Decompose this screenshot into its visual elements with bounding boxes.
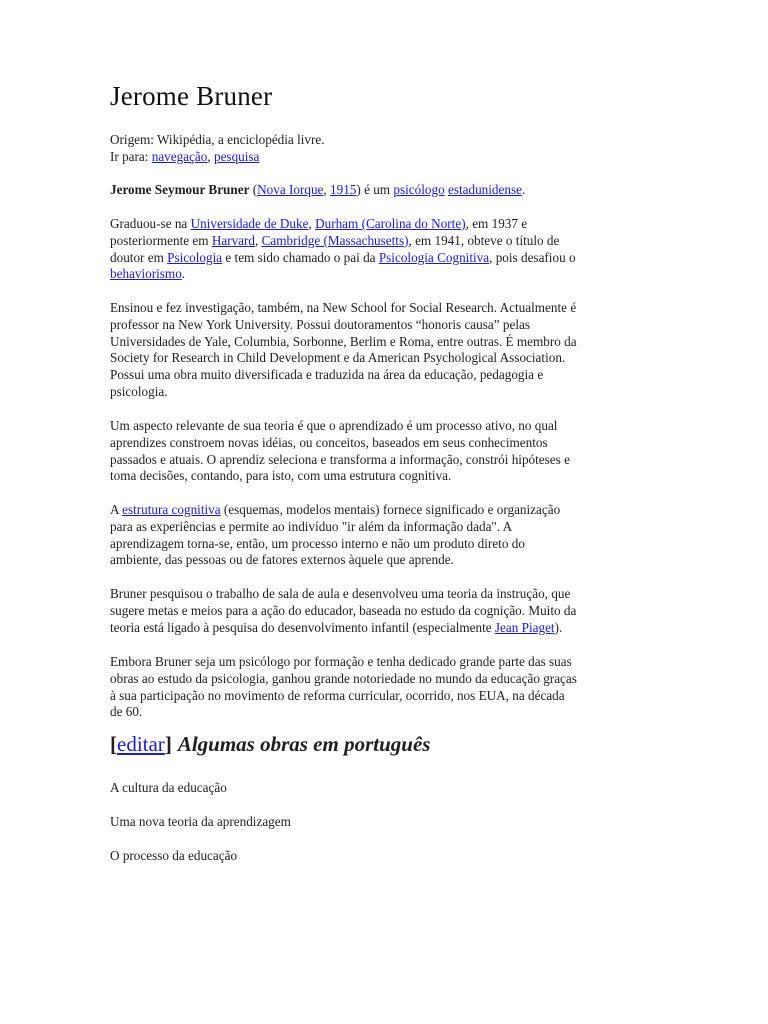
work-item: Uma nova teoria da aprendizagem bbox=[110, 814, 291, 829]
link-psicologia[interactable]: Psicologia bbox=[167, 249, 223, 265]
text-fragment: (esquemas, modelos mentais) fornece significado e organização bbox=[220, 502, 561, 517]
paragraph-line bbox=[110, 266, 660, 283]
page-title: Jerome Bruner bbox=[110, 81, 273, 111]
text-fragment: doutor em bbox=[110, 249, 168, 265]
paragraph-line bbox=[110, 250, 660, 267]
text-fragment: , em 1941, obteve o título de bbox=[408, 232, 560, 248]
paragraph-line: Society for Research in Child Development e da American Psychological Association. bbox=[110, 350, 566, 366]
close-bracket: ] bbox=[164, 732, 172, 756]
paragraph-line: passados e atuais. O aprendiz seleciona e transforma a informação, constrói hipóteses e bbox=[110, 451, 570, 467]
paragraph-line: Ensinou e fez investigação, também, na New School for Social Research. Actualmente é bbox=[110, 300, 577, 315]
paragraph-line: Embora Bruner seja um psicólogo por formação e tenha dedicado grande parte das suas bbox=[110, 654, 572, 669]
subject-name: Jerome Seymour Bruner bbox=[110, 182, 250, 197]
paragraph-line: Possui uma obra muito diversificada e traduzida na área da educação, pedagogia e bbox=[110, 367, 544, 383]
edit-section-link[interactable]: editar bbox=[117, 732, 165, 756]
instruction-paragraph bbox=[110, 586, 660, 636]
section-title: Algumas obras em português bbox=[177, 732, 431, 756]
origin-line: Origem: Wikipédia, a enciclopédia livre. bbox=[110, 132, 325, 147]
theory-paragraph bbox=[110, 418, 660, 485]
link-jean-piaget[interactable]: Jean Piaget bbox=[494, 619, 555, 635]
paragraph-line: Bruner pesquisou o trabalho de sala de aula e desenvolveu uma teoria da instrução, que bbox=[110, 586, 571, 601]
intro-line bbox=[110, 182, 660, 199]
text-fragment: Graduou-se na bbox=[110, 216, 191, 231]
link-estadunidense[interactable]: estadunidense bbox=[447, 182, 522, 197]
section-heading bbox=[110, 732, 431, 756]
link-durham[interactable]: Durham (Carolina do Norte) bbox=[315, 216, 466, 231]
paragraph-line: à sua participação no movimento de reforma curricular, ocorrido, nos EUA, na década bbox=[110, 687, 565, 703]
career-paragraph bbox=[110, 300, 660, 401]
paragraph-line: professor na New York University. Possui doutoramentos “honoris causa” pelas bbox=[110, 316, 530, 332]
text-fragment: teoria está ligado à pesquisa do desenvolvimento infantil (especialmente bbox=[110, 619, 495, 635]
text-fragment: , bbox=[323, 182, 330, 197]
link-psicologo[interactable]: psicólogo bbox=[393, 182, 445, 197]
paragraph-line: Um aspecto relevante de sua teoria é que o aprendizado é um processo ativo, no qual bbox=[110, 418, 558, 433]
paragraph-line bbox=[110, 216, 660, 233]
paragraph-line: aprendizes constroem novas idéias, ou conceitos, baseados em seus conhecimentos bbox=[110, 434, 548, 450]
link-harvard[interactable]: Harvard bbox=[211, 232, 256, 248]
text-fragment: ( bbox=[249, 182, 258, 197]
goto-line bbox=[110, 149, 325, 166]
paragraph-line: psicologia. bbox=[110, 383, 168, 399]
link-cambridge[interactable]: Cambridge (Massachusetts) bbox=[261, 232, 409, 248]
paragraph-line: para as experiências e permite ao indivíduo "ir além da informação dada". A bbox=[110, 518, 513, 534]
text-fragment: . bbox=[521, 182, 526, 197]
education-paragraph bbox=[110, 216, 660, 283]
goto-prefix: Ir para: bbox=[110, 148, 152, 164]
work-item: A cultura da educação bbox=[110, 780, 227, 795]
paragraph-line bbox=[110, 502, 660, 519]
paragraph-line bbox=[110, 233, 660, 250]
paragraph-line: Universidades de Yale, Columbia, Sorbonne, Berlim e Roma, entre outras. É membro da bbox=[110, 333, 577, 349]
education-impact-paragraph bbox=[110, 654, 660, 721]
paragraph-line: sugere metas e meios para a ação do educador, baseada no estudo da cognição. Muito da bbox=[110, 602, 577, 618]
text-fragment: ) é um bbox=[356, 182, 394, 197]
link-estrutura-cognitiva[interactable]: estrutura cognitiva bbox=[122, 502, 221, 517]
open-bracket: [ bbox=[110, 732, 117, 756]
navigation-link[interactable]: navegação bbox=[151, 148, 208, 164]
paragraph-line: aprendizagem torna-se, então, um processo interno e não um produto direto do bbox=[110, 535, 525, 551]
paragraph-line bbox=[110, 620, 660, 637]
search-link[interactable]: pesquisa bbox=[213, 148, 260, 164]
text-fragment: , em 1937 e bbox=[465, 216, 528, 231]
text-fragment: ). bbox=[554, 619, 563, 635]
text-fragment: e tem sido chamado o pai da bbox=[222, 249, 379, 265]
text-fragment: , pois desafiou o bbox=[489, 249, 576, 265]
link-universidade-de-duke[interactable]: Universidade de Duke bbox=[190, 216, 309, 231]
text-fragment: A bbox=[110, 502, 123, 517]
paragraph-line: toma decisões, contando, para isto, com uma estrutura cognitiva. bbox=[110, 468, 452, 484]
text-fragment: , bbox=[308, 216, 316, 231]
separator: , bbox=[207, 148, 214, 164]
article-meta bbox=[110, 132, 325, 166]
text-fragment: posteriormente em bbox=[110, 232, 212, 248]
text-fragment: , bbox=[255, 232, 262, 248]
paragraph-line: ambiente, das pessoas ou de fatores externos àquele que aprende. bbox=[110, 552, 454, 568]
paragraph-line: de 60. bbox=[110, 704, 143, 720]
work-item: O processo da educação bbox=[110, 848, 238, 863]
link-behaviorismo[interactable]: behaviorismo bbox=[110, 266, 182, 282]
link-1915[interactable]: 1915 bbox=[330, 182, 357, 197]
intro-paragraph bbox=[110, 182, 660, 199]
link-psicologia-cognitiva[interactable]: Psicologia Cognitiva bbox=[378, 249, 490, 265]
cognitive-structure-paragraph bbox=[110, 502, 660, 569]
link-nova-iorque[interactable]: Nova Iorque bbox=[257, 182, 324, 197]
paragraph-line: obras ao estudo da psicologia, ganhou grande notoriedade no mundo da educação graças bbox=[110, 670, 577, 686]
text-fragment: . bbox=[181, 266, 186, 282]
